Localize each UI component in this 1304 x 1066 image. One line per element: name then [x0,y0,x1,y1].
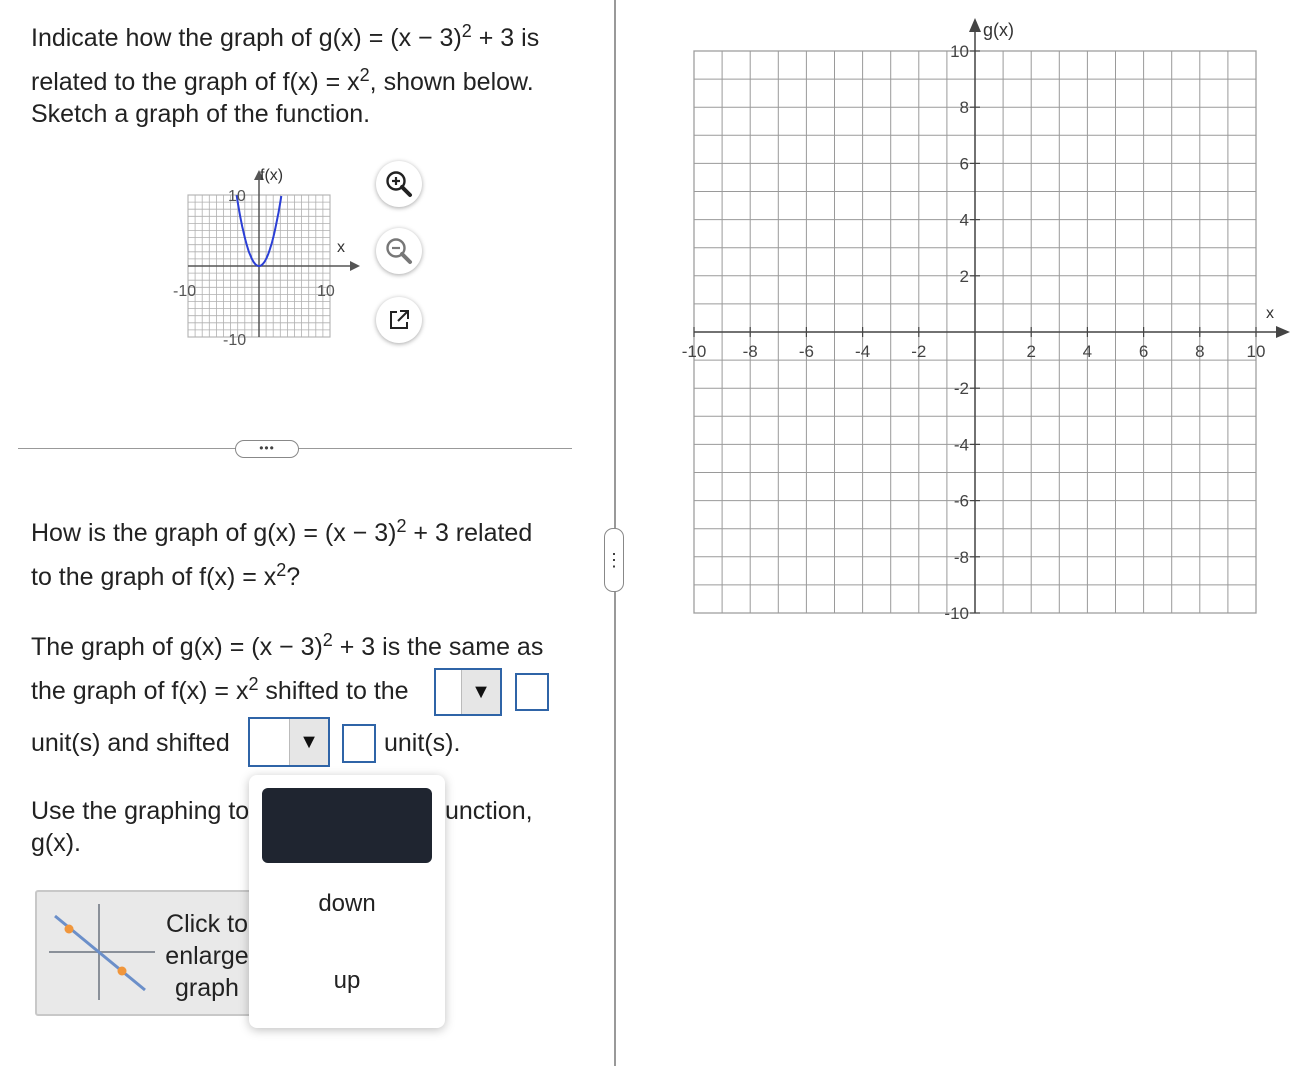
answer-line-1: The graph of $g(x) = (x - 3)^2 + 3$ is the same as [31,630,544,661]
x-tick-label: -10 [681,342,707,361]
answer-line-2: the graph of $f(x) = x^2$ shifted to the [31,674,409,705]
instruction-line-1-left: Use the graphing to [31,797,250,825]
y-tick-label: -8 [953,547,969,567]
x-tick-label: -8 [742,342,758,361]
enlarge-graph-button[interactable] [35,890,269,1016]
external-link-icon [386,307,412,333]
q2-line-1: How is the graph of $g(x) = (x - 3)^2 + 3$ related [31,516,533,547]
y-tick-label: -10 [944,604,969,623]
small-graph-f [170,160,370,350]
x-tick-label: -2 [911,342,927,361]
popout-button[interactable] [376,297,422,343]
question-line-3: Sketch a graph of the function. [31,100,371,128]
zoom-in-icon [384,169,414,199]
small-graph-tick-left: -10 [173,283,197,300]
y-tick-label: 6 [959,154,969,174]
panel-resize-handle[interactable]: ⋮ [604,528,624,592]
x-tick-label: -6 [798,342,814,361]
q2-line-2: to the graph of $f(x) = x^2$? [31,560,301,591]
zoom-in-button[interactable] [376,161,422,207]
x-tick-label: 8 [1195,342,1205,361]
x-tick-label: 10 [1246,342,1266,361]
x-tick-label: -4 [855,342,871,361]
option-down[interactable]: down [318,890,376,917]
instruction-line-1-right: unction, [445,799,533,824]
graph-thumbnail-icon [47,902,157,1002]
coordinate-grid-g[interactable] [670,10,1300,640]
dropdown-arrow-icon: ▼ [461,670,500,714]
selected-option-blank[interactable] [262,788,432,863]
y-tick-label: -6 [953,491,969,511]
horizontal-direction-dropdown[interactable] [434,668,502,716]
option-up[interactable]: up [333,967,361,994]
instruction-line-2: g(x). [31,829,81,857]
y-tick-label: 8 [959,98,969,118]
small-graph-y-label: f(x) [260,167,284,184]
enlarge-label-2: enlarge [165,942,249,970]
enlarge-label-1: Click to [166,910,248,938]
big-graph-x-label: x [1266,305,1274,322]
y-tick-label: 2 [959,266,969,286]
big-graph-grid [694,18,1290,613]
vertical-units-input[interactable] [342,724,376,763]
answer-line-3-a: unit(s) and shifted [31,729,230,757]
vertical-direction-dropdown[interactable] [248,717,330,767]
zoom-out-button[interactable] [376,228,422,274]
small-graph-grid [188,170,360,337]
question-line-1: Indicate how the graph of $g(x) = (x - 3)^2 + 3$ is [31,21,540,52]
y-tick-label: -2 [953,379,969,399]
answer-line-3-b: unit(s). [384,729,461,757]
small-graph-x-label: x [337,239,345,256]
big-graph-y-label: g(x) [983,20,1014,40]
y-tick-label: 4 [959,210,969,230]
zoom-out-icon [384,236,414,266]
small-graph-tick-top: 10 [228,188,246,205]
enlarge-label-3: graph [175,974,239,1002]
expand-button[interactable]: ••• [235,440,299,458]
y-tick-label: -4 [953,435,969,455]
dropdown-arrow-icon: ▼ [289,719,328,765]
x-tick-label: 6 [1138,342,1149,361]
horizontal-units-input[interactable] [515,673,549,711]
question-line-2: related to the graph of $f(x) = x^2$, shown below. [31,65,534,96]
small-graph-tick-bottom: -10 [223,332,247,349]
x-tick-label: 4 [1082,342,1093,361]
y-tick-label: 10 [950,42,969,61]
x-tick-label: 2 [1026,342,1036,361]
small-graph-tick-right: 10 [317,283,335,300]
dropdown-options-popup [249,775,445,1028]
